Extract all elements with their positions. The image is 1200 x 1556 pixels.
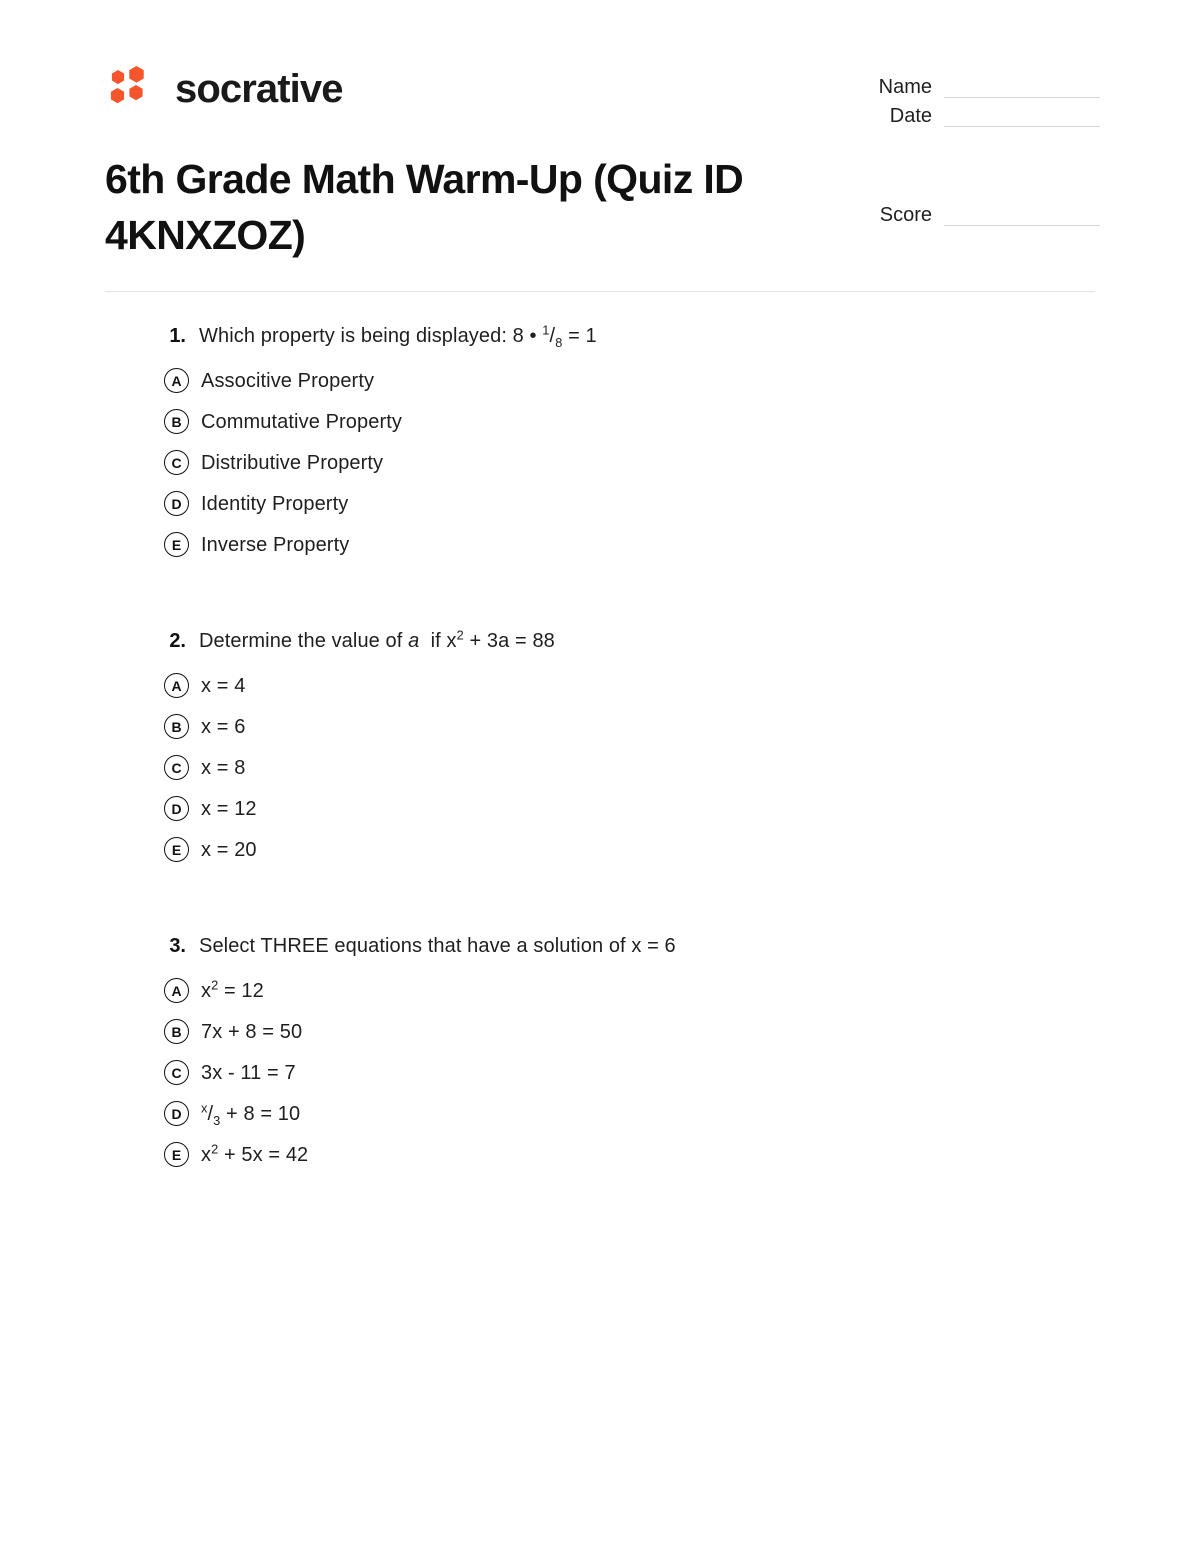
option-label: x = 20 — [201, 838, 257, 861]
option-label: x = 4 — [201, 674, 246, 697]
answer-options — [164, 665, 1200, 870]
question-number: 2. — [169, 630, 186, 652]
page-title: 6th Grade Math Warm-Up (Quiz ID 4KNXZOZ) — [105, 156, 744, 258]
option-label: $^x/_3 + 8 = 10$ — [201, 1099, 301, 1128]
question-number: 3. — [169, 935, 186, 957]
answer-option-d[interactable] — [164, 1093, 1200, 1134]
question-text: Which property is being displayed: 8 • $^1/_8 = 1$ — [199, 322, 597, 350]
option-label: Commutative Property — [201, 410, 402, 433]
option-bubble-icon[interactable]: C — [164, 755, 189, 780]
answer-option-c[interactable] — [164, 747, 1200, 788]
questions-list — [0, 322, 1200, 1175]
option-bubble-icon[interactable]: A — [164, 368, 189, 393]
option-bubble-icon[interactable]: C — [164, 450, 189, 475]
answer-option-a[interactable] — [164, 360, 1200, 401]
answer-option-c[interactable] — [164, 1052, 1200, 1093]
option-bubble-icon[interactable]: E — [164, 1142, 189, 1167]
question-heading — [165, 627, 1200, 655]
answer-option-e[interactable] — [164, 524, 1200, 565]
option-bubble-icon[interactable]: A — [164, 673, 189, 698]
score-input-line[interactable] — [944, 204, 1100, 226]
name-label: Name — [878, 76, 932, 98]
option-bubble-icon[interactable]: E — [164, 837, 189, 862]
option-bubble-icon[interactable]: E — [164, 532, 189, 557]
answer-option-a[interactable] — [164, 665, 1200, 706]
header-divider — [105, 291, 1095, 292]
question-3 — [0, 932, 1200, 1175]
option-label: $x^2 + 5x = 42$ — [201, 1140, 309, 1166]
option-label: 7x + 8 = 50 — [201, 1020, 303, 1043]
option-bubble-icon[interactable]: B — [164, 1019, 189, 1044]
question-number: 1. — [169, 325, 186, 347]
answer-option-e[interactable] — [164, 1134, 1200, 1175]
answer-option-b[interactable] — [164, 1011, 1200, 1052]
option-bubble-icon[interactable]: C — [164, 1060, 189, 1085]
date-input-line[interactable] — [944, 105, 1100, 127]
question-1 — [0, 322, 1200, 565]
socrative-wordmark: socrative — [175, 66, 343, 111]
answer-option-d[interactable] — [164, 483, 1200, 524]
answer-options — [164, 360, 1200, 565]
name-input-line[interactable] — [944, 76, 1100, 98]
option-label: x = 12 — [201, 797, 257, 820]
answer-option-b[interactable] — [164, 706, 1200, 747]
worksheet-header — [0, 0, 1200, 292]
option-bubble-icon[interactable]: D — [164, 796, 189, 821]
question-heading — [165, 322, 1200, 350]
meta-row-date — [840, 99, 1100, 127]
answer-option-c[interactable] — [164, 442, 1200, 483]
answer-option-b[interactable] — [164, 401, 1200, 442]
option-label: Distributive Property — [201, 451, 384, 474]
question-2 — [0, 627, 1200, 870]
date-label: Date — [889, 105, 932, 127]
option-label: x = 6 — [201, 715, 246, 738]
option-bubble-icon[interactable]: B — [164, 409, 189, 434]
student-meta-fields — [840, 70, 1100, 226]
option-label: 3x - 11 = 7 — [201, 1061, 296, 1084]
option-bubble-icon[interactable]: D — [164, 491, 189, 516]
answer-option-a[interactable] — [164, 970, 1200, 1011]
meta-row-score — [840, 198, 1100, 226]
question-heading — [165, 932, 1200, 960]
answer-option-e[interactable] — [164, 829, 1200, 870]
option-bubble-icon[interactable]: D — [164, 1101, 189, 1126]
socrative-hexagon-logo-icon — [105, 62, 161, 118]
option-bubble-icon[interactable]: A — [164, 978, 189, 1003]
meta-row-name — [840, 70, 1100, 98]
option-label: Inverse Property — [201, 533, 350, 556]
socrative-brand — [105, 62, 343, 118]
option-bubble-icon[interactable]: B — [164, 714, 189, 739]
question-text: Determine the value of a if $x^2 + 3a = 88$ — [199, 627, 555, 652]
question-text: Select THREE equations that have a solution of x = 6 — [199, 935, 676, 957]
option-label: x = 8 — [201, 756, 246, 779]
answer-options — [164, 970, 1200, 1175]
option-label: $x^2 = 12$ — [201, 976, 264, 1002]
option-label: Associtive Property — [201, 369, 375, 392]
option-label: Identity Property — [201, 492, 349, 515]
score-label: Score — [879, 204, 932, 226]
answer-option-d[interactable] — [164, 788, 1200, 829]
